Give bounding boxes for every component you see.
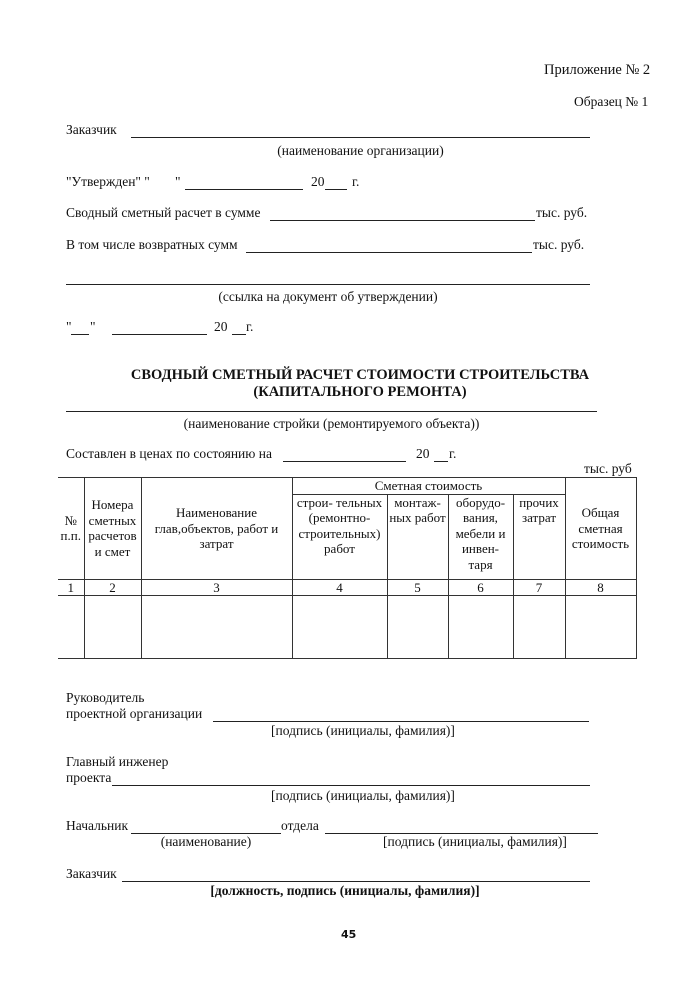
chief-name-caption: (наименование): [160, 834, 252, 849]
table-cell[interactable]: [58, 596, 84, 659]
column-number: 1: [58, 579, 84, 596]
date-year-suffix: г.: [246, 319, 254, 334]
header-total-cost: Общая сметная стоимость: [565, 478, 636, 580]
sum-field[interactable]: [270, 220, 535, 221]
prices-year-suffix: г.: [449, 446, 457, 461]
date-close-quote: ": [90, 319, 96, 334]
header-number: № п.п.: [58, 478, 84, 580]
date-year-prefix: 20: [214, 319, 228, 334]
prices-label: Составлен в ценах по состоянию на: [66, 446, 272, 461]
table-cell[interactable]: [513, 596, 565, 659]
object-name-caption: (наименование стройки (ремонтируемого объекта)): [183, 416, 480, 431]
date-month-field[interactable]: [112, 334, 207, 335]
column-number: 4: [292, 579, 387, 596]
refundable-unit: тыс. руб.: [533, 237, 585, 252]
refundable-label: В том числе возвратных сумм: [66, 237, 238, 252]
prices-date-field[interactable]: [283, 461, 406, 462]
customer-field[interactable]: [131, 137, 590, 138]
engineer-label-2: проекта: [66, 770, 112, 785]
appendix-label: Приложение № 2: [544, 62, 651, 78]
sum-unit: тыс. руб.: [536, 205, 588, 220]
header-other-costs: прочих затрат: [513, 494, 565, 579]
currency-unit: тыс. руб: [584, 461, 632, 476]
approved-year-field[interactable]: [325, 189, 347, 190]
column-number: 6: [448, 579, 513, 596]
title-line-1: СВОДНЫЙ СМЕТНЫЙ РАСЧЕТ СТОИМОСТИ СТРОИТЕЛЬСТВА: [130, 367, 590, 383]
date-day-field[interactable]: [71, 334, 89, 335]
header-installation-works: монтаж- ных работ: [387, 494, 448, 579]
header-equipment: оборудо- вания, мебели и инвен- таря: [448, 494, 513, 579]
customer-label: Заказчик: [66, 122, 117, 137]
header-construction-works: строи- тельных (ремонтно- строительных) работ: [292, 494, 387, 579]
column-number: 5: [387, 579, 448, 596]
final-customer-signature-field[interactable]: [122, 881, 590, 882]
title-line-2: (КАПИТАЛЬНОГО РЕМОНТА): [253, 384, 467, 400]
head-signature-caption: [подпись (инициалы, фамилия)]: [271, 723, 455, 738]
table-cell[interactable]: [292, 596, 387, 659]
header-name: Наименование глав,объектов, работ и затрат: [141, 478, 292, 580]
column-numbers-row: [58, 579, 636, 596]
sample-label: Образец № 1: [574, 94, 649, 109]
page-number: 45: [341, 928, 357, 941]
date-open-quote: ": [66, 319, 72, 334]
approved-label: "Утвержден" ": [66, 174, 150, 189]
engineer-signature-caption: [подпись (инициалы, фамилия)]: [271, 788, 455, 803]
chief-signature-caption: [подпись (инициалы, фамилия)]: [383, 834, 567, 849]
chief-label: Начальник: [66, 818, 129, 833]
date-year-field[interactable]: [232, 334, 246, 335]
column-number: 2: [84, 579, 141, 596]
final-customer-caption: [должность, подпись (инициалы, фамилия)]: [210, 883, 480, 898]
chief-department-label: отдела: [281, 818, 319, 833]
prices-year-field[interactable]: [434, 461, 448, 462]
approved-year-suffix: г.: [352, 174, 360, 189]
engineer-label-1: Главный инженер: [66, 754, 169, 769]
head-label-1: Руководитель: [66, 690, 145, 705]
approved-year-prefix: 20: [311, 174, 325, 189]
column-number: 8: [565, 579, 636, 596]
object-name-field[interactable]: [66, 411, 597, 412]
column-number: 7: [513, 579, 565, 596]
table-cell[interactable]: [565, 596, 636, 659]
approved-month-field[interactable]: [185, 189, 303, 190]
header-estimate-numbers: Номера сметных расчетов и смет: [84, 478, 141, 580]
sum-label: Сводный сметный расчет в сумме: [66, 205, 261, 220]
final-customer-label: Заказчик: [66, 866, 117, 881]
reference-field[interactable]: [66, 284, 590, 285]
table-cell[interactable]: [387, 596, 448, 659]
table-row: [58, 596, 636, 659]
customer-caption: (наименование организации): [277, 143, 444, 158]
document-title: [60, 367, 660, 401]
column-number: 3: [141, 579, 292, 596]
table-cell[interactable]: [141, 596, 292, 659]
estimate-table: [58, 477, 637, 659]
table-cell[interactable]: [84, 596, 141, 659]
head-label-2: проектной организации: [66, 706, 203, 721]
reference-caption: (ссылка на документ об утверждении): [218, 289, 438, 304]
engineer-signature-field[interactable]: [112, 785, 590, 786]
refundable-field[interactable]: [246, 252, 532, 253]
approved-quote: ": [175, 174, 181, 189]
header-estimated-cost-group: Сметная стоимость: [292, 478, 565, 495]
table-cell[interactable]: [448, 596, 513, 659]
head-signature-field[interactable]: [213, 721, 589, 722]
prices-year-prefix: 20: [416, 446, 430, 461]
